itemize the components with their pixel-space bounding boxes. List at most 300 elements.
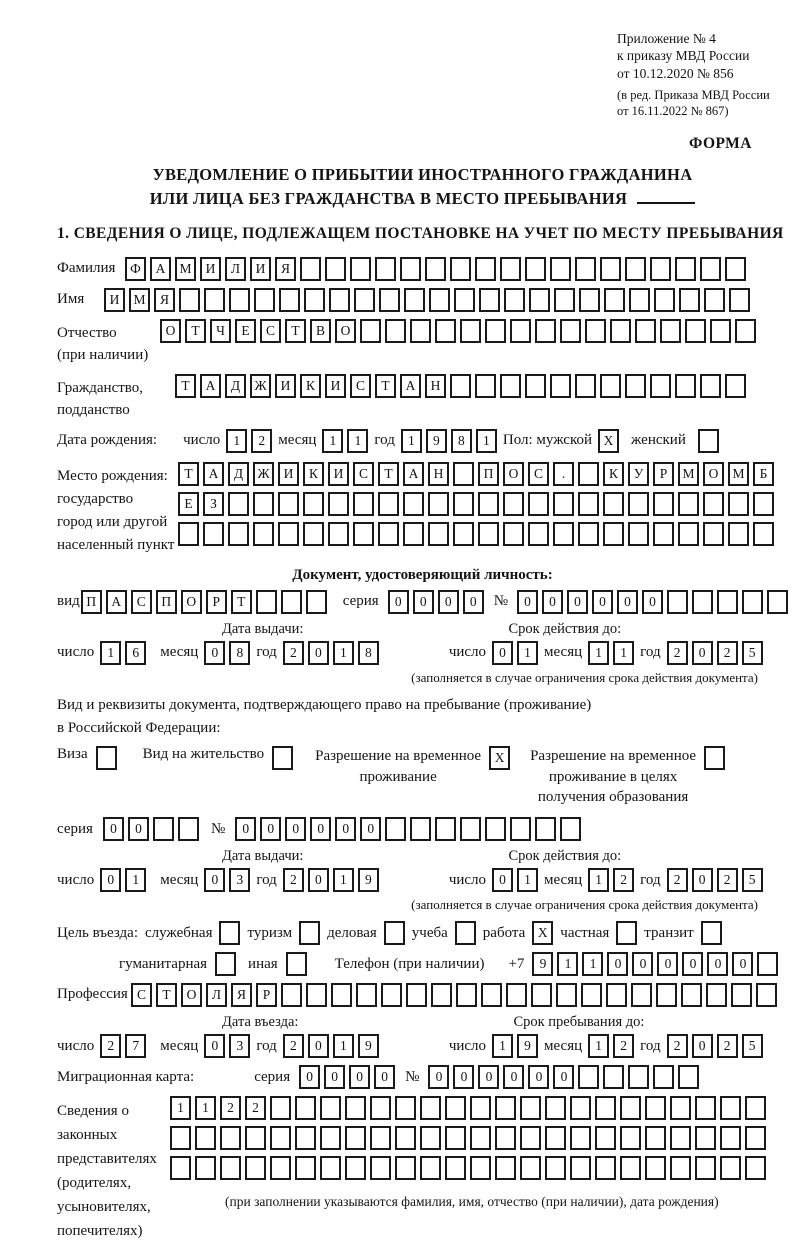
cell[interactable]: У [628,462,649,486]
cell[interactable] [253,492,274,516]
patronymic-field[interactable] [160,319,756,343]
cell[interactable]: 0 [204,1034,225,1058]
migration-series-field[interactable] [299,1065,395,1089]
cell[interactable] [270,1096,291,1120]
cell[interactable]: 0 [692,641,713,665]
cell[interactable]: 0 [692,1034,713,1058]
cell[interactable]: П [81,590,102,614]
cell[interactable] [525,257,546,281]
cell[interactable] [445,1096,466,1120]
cell[interactable]: 0 [478,1065,499,1089]
cell[interactable] [703,492,724,516]
cell[interactable] [578,522,599,546]
cell[interactable] [495,1096,516,1120]
id-doc-type-field[interactable] [81,590,327,614]
cell[interactable] [456,983,477,1007]
cell[interactable] [481,983,502,1007]
cell[interactable]: П [478,462,499,486]
sex-male-checkbox[interactable] [598,429,619,453]
cell[interactable] [560,319,581,343]
name-field[interactable] [104,288,750,312]
cell[interactable]: 1 [588,641,609,665]
cell[interactable] [219,921,240,945]
purpose-official-checkbox[interactable] [219,921,240,945]
cell[interactable] [420,1156,441,1180]
purpose-work-checkbox[interactable] [532,921,553,945]
cell[interactable] [395,1156,416,1180]
cell[interactable]: Ч [210,319,231,343]
cell[interactable] [356,983,377,1007]
cell[interactable] [725,374,746,398]
cell[interactable]: 1 [613,641,634,665]
temp-permit-edu-checkbox[interactable] [704,746,725,770]
cell[interactable]: 1 [333,641,354,665]
cell[interactable] [295,1126,316,1150]
cell[interactable]: 0 [413,590,434,614]
cell[interactable] [395,1126,416,1150]
visa-checkbox[interactable] [96,746,117,770]
cell[interactable]: 1 [333,1034,354,1058]
resid-issue-month-field[interactable] [204,868,250,892]
cell[interactable] [650,374,671,398]
cell[interactable]: 1 [226,429,247,453]
cell[interactable] [678,492,699,516]
purpose-study-checkbox[interactable] [455,921,476,945]
cell[interactable]: 1 [557,952,578,976]
cell[interactable]: И [250,257,271,281]
cell[interactable]: 2 [667,868,688,892]
cell[interactable] [410,817,431,841]
purpose-business-checkbox[interactable] [384,921,405,945]
cell[interactable]: А [106,590,127,614]
cell[interactable]: А [400,374,421,398]
cell[interactable] [435,319,456,343]
cell[interactable] [535,319,556,343]
cell[interactable] [179,288,200,312]
cell[interactable]: 8 [358,641,379,665]
cell[interactable] [510,817,531,841]
id-valid-day-field[interactable] [492,641,538,665]
cell[interactable]: Л [206,983,227,1007]
citizenship-field[interactable] [175,374,746,398]
birthplace-field-line3[interactable] [178,522,774,546]
cell[interactable] [460,817,481,841]
cell[interactable] [420,1126,441,1150]
cell[interactable]: 2 [613,868,634,892]
cell[interactable] [504,288,525,312]
cell[interactable] [429,288,450,312]
sex-female-checkbox[interactable] [698,429,719,453]
cell[interactable]: Т [285,319,306,343]
entry-day-field[interactable] [100,1034,146,1058]
cell[interactable]: Ж [250,374,271,398]
purpose-humanitarian-checkbox[interactable] [215,952,236,976]
cell[interactable]: 0 [642,590,663,614]
cell[interactable] [485,817,506,841]
cell[interactable] [670,1096,691,1120]
cell[interactable] [700,257,721,281]
cell[interactable]: 0 [592,590,613,614]
cell[interactable] [295,1156,316,1180]
cell[interactable]: О [503,462,524,486]
cell[interactable] [500,257,521,281]
cell[interactable] [475,257,496,281]
cell[interactable] [406,983,427,1007]
cell[interactable] [578,462,599,486]
cell[interactable] [578,1065,599,1089]
cell[interactable]: О [160,319,181,343]
cell[interactable] [278,522,299,546]
cell[interactable] [553,522,574,546]
cell[interactable] [706,983,727,1007]
cell[interactable] [353,522,374,546]
cell[interactable] [695,1156,716,1180]
cell[interactable] [545,1096,566,1120]
cell[interactable]: 0 [682,952,703,976]
cell[interactable] [228,492,249,516]
id-doc-number-field[interactable] [517,590,788,614]
cell[interactable]: Б [753,462,774,486]
cell[interactable] [320,1096,341,1120]
cell[interactable] [245,1156,266,1180]
cell[interactable] [253,522,274,546]
birth-month-field[interactable] [322,429,368,453]
cell[interactable] [645,1126,666,1150]
cell[interactable]: 0 [692,868,713,892]
cell[interactable] [485,319,506,343]
id-valid-month-field[interactable] [588,641,634,665]
cell[interactable] [545,1126,566,1150]
birthplace-field-line2[interactable] [178,492,774,516]
cell[interactable] [410,319,431,343]
cell[interactable]: О [181,983,202,1007]
cell[interactable] [678,522,699,546]
cell[interactable] [553,492,574,516]
cell[interactable]: Р [653,462,674,486]
cell[interactable] [278,492,299,516]
phone-field[interactable] [532,952,778,976]
cell[interactable]: Т [178,462,199,486]
cell[interactable] [345,1156,366,1180]
cell[interactable]: И [104,288,125,312]
cell[interactable]: X [489,746,510,770]
cell[interactable] [354,288,375,312]
cell[interactable]: Л [225,257,246,281]
purpose-private-checkbox[interactable] [616,921,637,945]
cell[interactable]: 0 [542,590,563,614]
cell[interactable] [385,319,406,343]
cell[interactable]: С [528,462,549,486]
cell[interactable] [575,257,596,281]
cell[interactable] [299,921,320,945]
cell[interactable] [695,1096,716,1120]
cell[interactable]: Т [156,983,177,1007]
cell[interactable]: С [350,374,371,398]
cell[interactable] [478,492,499,516]
resid-valid-month-field[interactable] [588,868,634,892]
cell[interactable] [756,983,777,1007]
cell[interactable]: И [278,462,299,486]
cell[interactable] [395,1096,416,1120]
cell[interactable] [506,983,527,1007]
cell[interactable] [303,492,324,516]
cell[interactable] [404,288,425,312]
purpose-other-checkbox[interactable] [286,952,307,976]
id-issue-month-field[interactable] [204,641,250,665]
cell[interactable]: 0 [204,868,225,892]
cell[interactable]: 0 [308,641,329,665]
cell[interactable]: Я [275,257,296,281]
cell[interactable] [450,374,471,398]
cell[interactable] [701,921,722,945]
cell[interactable] [281,590,302,614]
purpose-transit-checkbox[interactable] [701,921,722,945]
cell[interactable] [445,1126,466,1150]
cell[interactable] [654,288,675,312]
cell[interactable] [570,1126,591,1150]
cell[interactable]: 0 [128,817,149,841]
cell[interactable]: 0 [308,1034,329,1058]
cell[interactable] [475,374,496,398]
cell[interactable] [625,374,646,398]
cell[interactable] [720,1126,741,1150]
cell[interactable]: 0 [607,952,628,976]
cell[interactable]: 9 [426,429,447,453]
cell[interactable] [554,288,575,312]
cell[interactable] [620,1096,641,1120]
cell[interactable] [170,1156,191,1180]
cell[interactable]: Т [231,590,252,614]
cell[interactable] [556,983,577,1007]
cell[interactable]: Ж [253,462,274,486]
cell[interactable] [470,1156,491,1180]
cell[interactable]: 9 [532,952,553,976]
cell[interactable]: 0 [235,817,256,841]
cell[interactable] [725,257,746,281]
cell[interactable]: 0 [732,952,753,976]
cell[interactable]: Т [378,462,399,486]
cell[interactable]: 1 [125,868,146,892]
cell[interactable] [215,952,236,976]
residence-permit-checkbox[interactable] [272,746,293,770]
cell[interactable] [403,522,424,546]
cell[interactable] [503,522,524,546]
cell[interactable]: В [310,319,331,343]
cell[interactable] [195,1126,216,1150]
cell[interactable] [757,952,778,976]
cell[interactable] [303,522,324,546]
cell[interactable] [631,983,652,1007]
cell[interactable] [500,374,521,398]
cell[interactable]: О [335,319,356,343]
cell[interactable]: Ф [125,257,146,281]
cell[interactable] [720,1156,741,1180]
cell[interactable] [328,522,349,546]
cell[interactable]: 1 [347,429,368,453]
cell[interactable] [645,1096,666,1120]
cell[interactable]: 0 [617,590,638,614]
cell[interactable] [229,288,250,312]
cell[interactable] [254,288,275,312]
cell[interactable] [520,1126,541,1150]
cell[interactable] [703,522,724,546]
cell[interactable]: 0 [463,590,484,614]
stay-day-field[interactable] [492,1034,538,1058]
cell[interactable]: К [303,462,324,486]
cell[interactable]: Т [185,319,206,343]
cell[interactable]: 0 [428,1065,449,1089]
cell[interactable] [220,1126,241,1150]
cell[interactable]: Я [154,288,175,312]
cell[interactable]: 1 [322,429,343,453]
cell[interactable] [679,288,700,312]
cell[interactable] [528,522,549,546]
cell[interactable]: О [181,590,202,614]
cell[interactable]: 0 [517,590,538,614]
cell[interactable]: Д [228,462,249,486]
cell[interactable] [710,319,731,343]
cell[interactable]: С [260,319,281,343]
cell[interactable] [660,319,681,343]
cell[interactable] [767,590,788,614]
cell[interactable]: Т [375,374,396,398]
cell[interactable] [667,590,688,614]
cell[interactable]: С [131,590,152,614]
cell[interactable]: 0 [204,641,225,665]
cell[interactable] [320,1156,341,1180]
birth-year-field[interactable] [401,429,497,453]
cell[interactable]: 0 [707,952,728,976]
cell[interactable] [304,288,325,312]
cell[interactable] [270,1156,291,1180]
cell[interactable]: 0 [103,817,124,841]
cell[interactable]: 0 [528,1065,549,1089]
cell[interactable]: 2 [717,641,738,665]
cell[interactable] [178,522,199,546]
cell[interactable] [681,983,702,1007]
birth-day-field[interactable] [226,429,272,453]
cell[interactable] [375,257,396,281]
cell[interactable]: 0 [632,952,653,976]
cell[interactable] [650,257,671,281]
cell[interactable] [295,1096,316,1120]
cell[interactable] [575,374,596,398]
cell[interactable] [220,1156,241,1180]
cell[interactable]: 0 [492,641,513,665]
cell[interactable]: 2 [613,1034,634,1058]
representatives-field-line2[interactable] [170,1126,766,1150]
cell[interactable] [385,817,406,841]
cell[interactable] [204,288,225,312]
cell[interactable] [435,817,456,841]
resid-number-field[interactable] [235,817,581,841]
cell[interactable]: М [728,462,749,486]
cell[interactable]: А [403,462,424,486]
cell[interactable] [717,590,738,614]
cell[interactable] [616,921,637,945]
cell[interactable]: 1 [588,1034,609,1058]
cell[interactable] [445,1156,466,1180]
cell[interactable] [581,983,602,1007]
cell[interactable] [400,257,421,281]
cell[interactable]: И [325,374,346,398]
cell[interactable] [350,257,371,281]
id-doc-series-field[interactable] [388,590,484,614]
cell[interactable] [745,1096,766,1120]
cell[interactable] [728,492,749,516]
cell[interactable]: 1 [333,868,354,892]
resid-valid-day-field[interactable] [492,868,538,892]
cell[interactable] [360,319,381,343]
cell[interactable]: 1 [582,952,603,976]
cell[interactable] [528,492,549,516]
cell[interactable] [600,257,621,281]
cell[interactable]: 0 [553,1065,574,1089]
cell[interactable] [628,522,649,546]
cell[interactable] [495,1126,516,1150]
cell[interactable] [379,288,400,312]
resid-valid-year-field[interactable] [667,868,763,892]
cell[interactable] [606,983,627,1007]
cell[interactable]: 1 [517,641,538,665]
cell[interactable] [256,590,277,614]
cell[interactable]: 2 [667,641,688,665]
cell[interactable] [270,1126,291,1150]
cell[interactable]: А [200,374,221,398]
cell[interactable] [704,746,725,770]
cell[interactable]: Е [178,492,199,516]
cell[interactable] [306,590,327,614]
cell[interactable]: Т [175,374,196,398]
cell[interactable]: 6 [125,641,146,665]
cell[interactable] [570,1096,591,1120]
cell[interactable] [620,1156,641,1180]
cell[interactable] [742,590,763,614]
cell[interactable]: 1 [170,1096,191,1120]
cell[interactable] [525,374,546,398]
representatives-field-line1[interactable] [170,1096,766,1120]
cell[interactable]: 9 [358,868,379,892]
cell[interactable]: 5 [742,641,763,665]
cell[interactable] [692,590,713,614]
cell[interactable] [353,492,374,516]
cell[interactable] [603,1065,624,1089]
cell[interactable] [700,374,721,398]
cell[interactable]: 2 [245,1096,266,1120]
cell[interactable] [550,257,571,281]
cell[interactable]: 2 [220,1096,241,1120]
id-issue-day-field[interactable] [100,641,146,665]
resid-issue-day-field[interactable] [100,868,146,892]
cell[interactable] [479,288,500,312]
cell[interactable] [420,1096,441,1120]
cell[interactable] [428,522,449,546]
cell[interactable]: 0 [324,1065,345,1089]
cell[interactable]: М [678,462,699,486]
cell[interactable] [545,1156,566,1180]
cell[interactable] [203,522,224,546]
cell[interactable]: 0 [374,1065,395,1089]
cell[interactable] [653,1065,674,1089]
cell[interactable] [428,492,449,516]
entry-year-field[interactable] [283,1034,379,1058]
cell[interactable] [370,1096,391,1120]
cell[interactable] [286,952,307,976]
cell[interactable]: А [203,462,224,486]
cell[interactable]: М [175,257,196,281]
cell[interactable]: 0 [285,817,306,841]
profession-field[interactable] [131,983,777,1007]
